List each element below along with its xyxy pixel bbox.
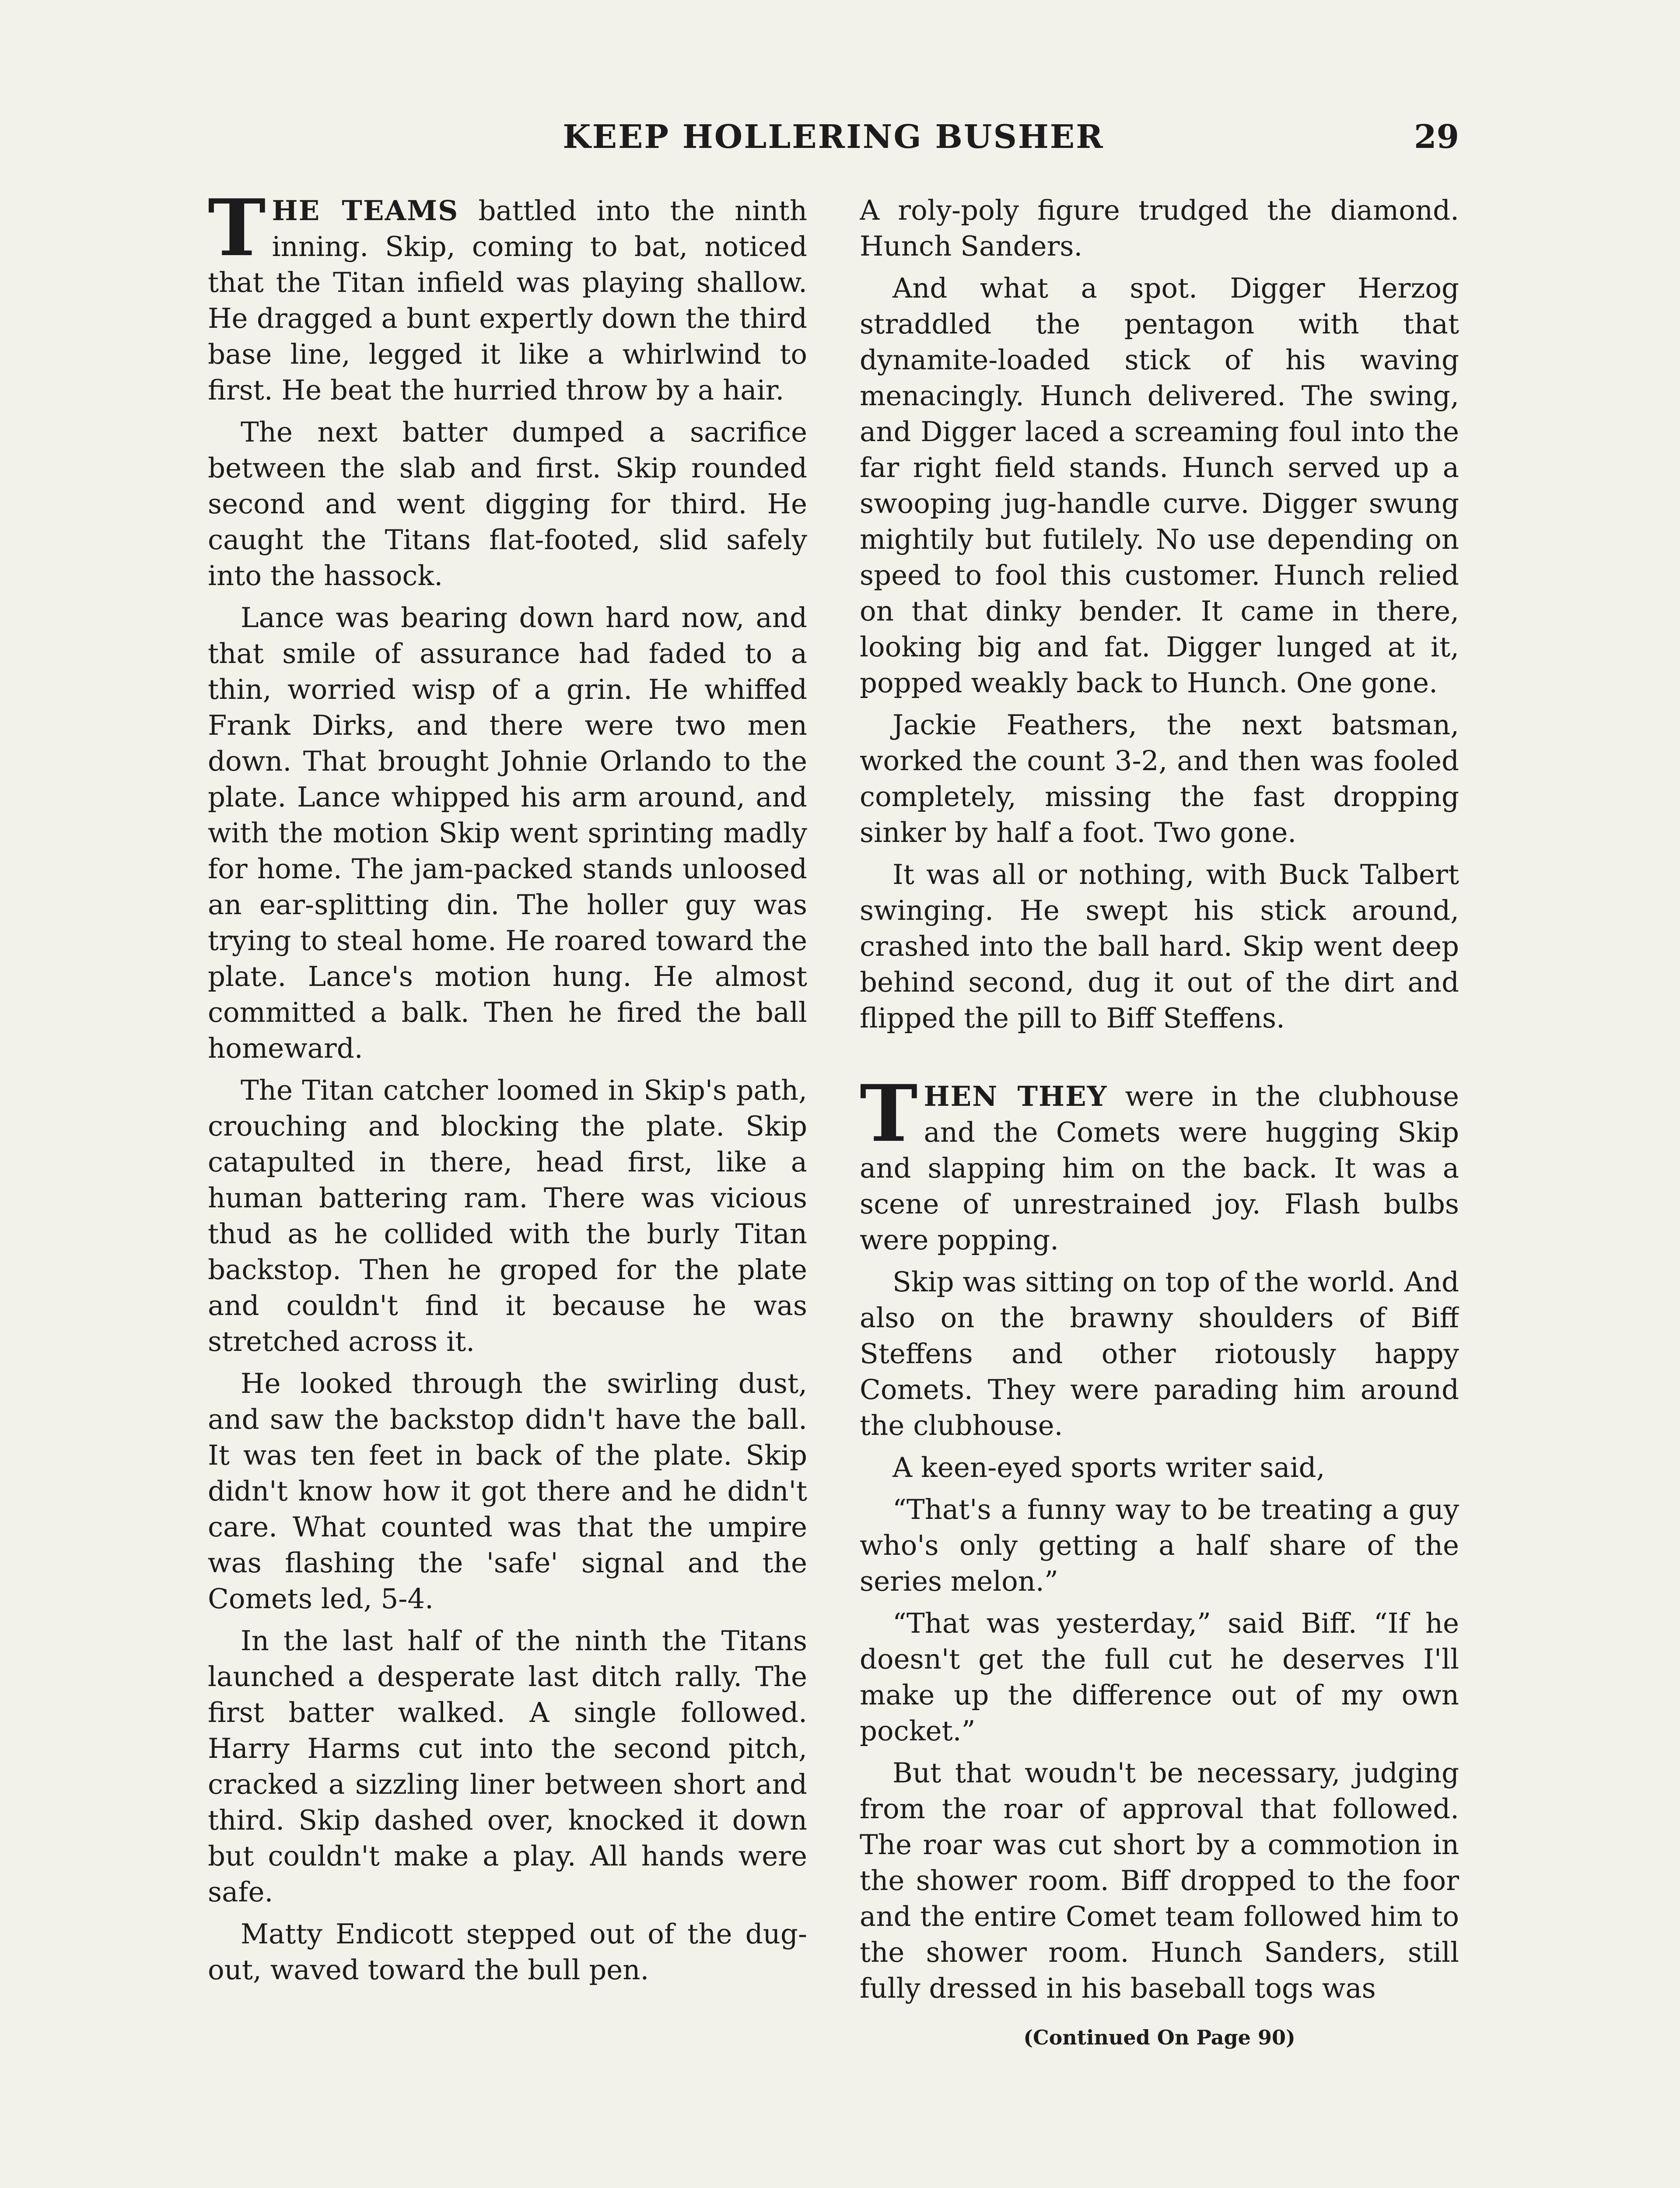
paragraph-text: were in the clubhouse and the Comets were hugging Skip and slapping him on the back. It was a scene of unrestrained joy. Flash bulbs were popping. [860, 1080, 1459, 1256]
paragraph: Skip was sitting on top of the world. And also on the brawny shoulders of Biff Steffens and other riotously happy Comets. They were parading him around the clubhouse. [860, 1266, 1459, 1441]
page-title: KEEP HOLLERING BUSHER [563, 118, 1104, 156]
continued-note: (Continued On Page 90) [1023, 2026, 1295, 2049]
paragraph: In the last half of the ninth the Titans launched a desperate last ditch rally. The first batter walked. A single followed. Harry Harms cut into the second pitch, cracked a sizzling liner between short and third. Skip dashed over, knocked it down but couldn't make a play. All hands were safe. [208, 1625, 807, 1908]
paragraph: It was all or nothing, with Buck Talbert swinging. He swept his stick around, crashed into the ball hard. Skip went deep behind second, dug it out of the dirt and flipped the pill to Biff Steffens. [860, 859, 1459, 1034]
paragraph: Jackie Feathers, the next batsman, worked the count 3-2, and then was fooled completely, missing the fast dropping sinker by half a foot. Two gone. [860, 709, 1459, 849]
paragraph: “That's a funny way to be treating a guy who's only getting a half share of the series melon.” [860, 1494, 1459, 1597]
lead-in: HEN THEY [924, 1080, 1108, 1112]
paragraph: The next batter dumped a sacrifice between the slab and first. Skip rounded second and went digging for third. He caught the Titans flat-footed, slid safely into the hassock. [208, 416, 807, 592]
paragraph: And what a spot. Digger Herzog straddled the pentagon with that dynamite-loaded stick of his waving menacingly. Hunch delivered. The swing, and Digger laced a screaming foul into the far right field stands. Hunch served up a swooping jug-handle curve. Digger swung mightily but futilely. No use depending on speed to fool this customer. Hunch relied on that dinky bender. It came in there, looking big and fat. Digger lunged at it, popped weakly back to Hunch. One gone. [860, 272, 1459, 699]
page-number: 29 [1414, 118, 1459, 156]
paragraph: But that woudn't be necessary, judging from the roar of approval that followed. The roar was cut short by a commotion in the shower room. Biff dropped to the foor and the entire Comet team followed him to the shower room. Hunch Sanders, still fully dressed in his baseball togs was [860, 1757, 1459, 2004]
paragraph: He looked through the swirling dust, and saw the backstop didn't have the ball. It was ten feet in back of the plate. Skip didn't know how it got there and he didn't care. What counted was that the umpire was flashing the 'safe' signal and the Comets led, 5-4. [208, 1368, 807, 1615]
paragraph: Lance was bearing down hard now, and that smile of assurance had faded to a thin, worried wisp of a grin. He whiffed Frank Dirks, and there were two men down. That brought Johnie Orlando to the plate. Lance whipped his arm around, and with the motion Skip went sprinting madly for home. The jam-packed stands unloosed an ear-splitting din. The holler guy was trying to steal home. He roared toward the plate. Lance's motion hung. He almost committed a balk. Then he fired the ball homeward. [208, 602, 807, 1064]
paragraph: Matty Endicott stepped out of the dug-out, waved toward the bull pen. [208, 1918, 807, 1986]
drop-cap: T [860, 1068, 918, 1159]
paragraph-text: battled into the ninth inning. Skip, coming to bat, noticed that the Titan infield was playing shallow. He dragged a bunt expertly down the third base line, legged it like a whirlwind to first. He beat the hurried throw by a hair. [208, 195, 807, 406]
lead-in: HE TEAMS [272, 194, 459, 227]
paragraph: The Titan catcher loomed in Skip's path, crouching and blocking the plate. Skip catapulted in there, head first, like a human battering ram. There was vicious thud as he collided with the burly Titan backstop. Then he groped for the plate and couldn't find it because he was stretched across it. [208, 1074, 807, 1357]
running-header [208, 118, 1459, 166]
paragraph: A roly-poly figure trudged the diamond. Hunch Sanders. [860, 194, 1459, 262]
paragraph: “That was yesterday,” said Biff. “If he doesn't get the full cut he deserves I'll make up the difference out of my own pocket.” [860, 1607, 1459, 1747]
right-column [860, 193, 1459, 2188]
drop-cap: T [208, 193, 266, 274]
paragraph [860, 1068, 1459, 1258]
paragraph: A keen-eyed sports writer said, [892, 1452, 1325, 1483]
paragraph [208, 193, 807, 408]
left-column [208, 193, 807, 2188]
